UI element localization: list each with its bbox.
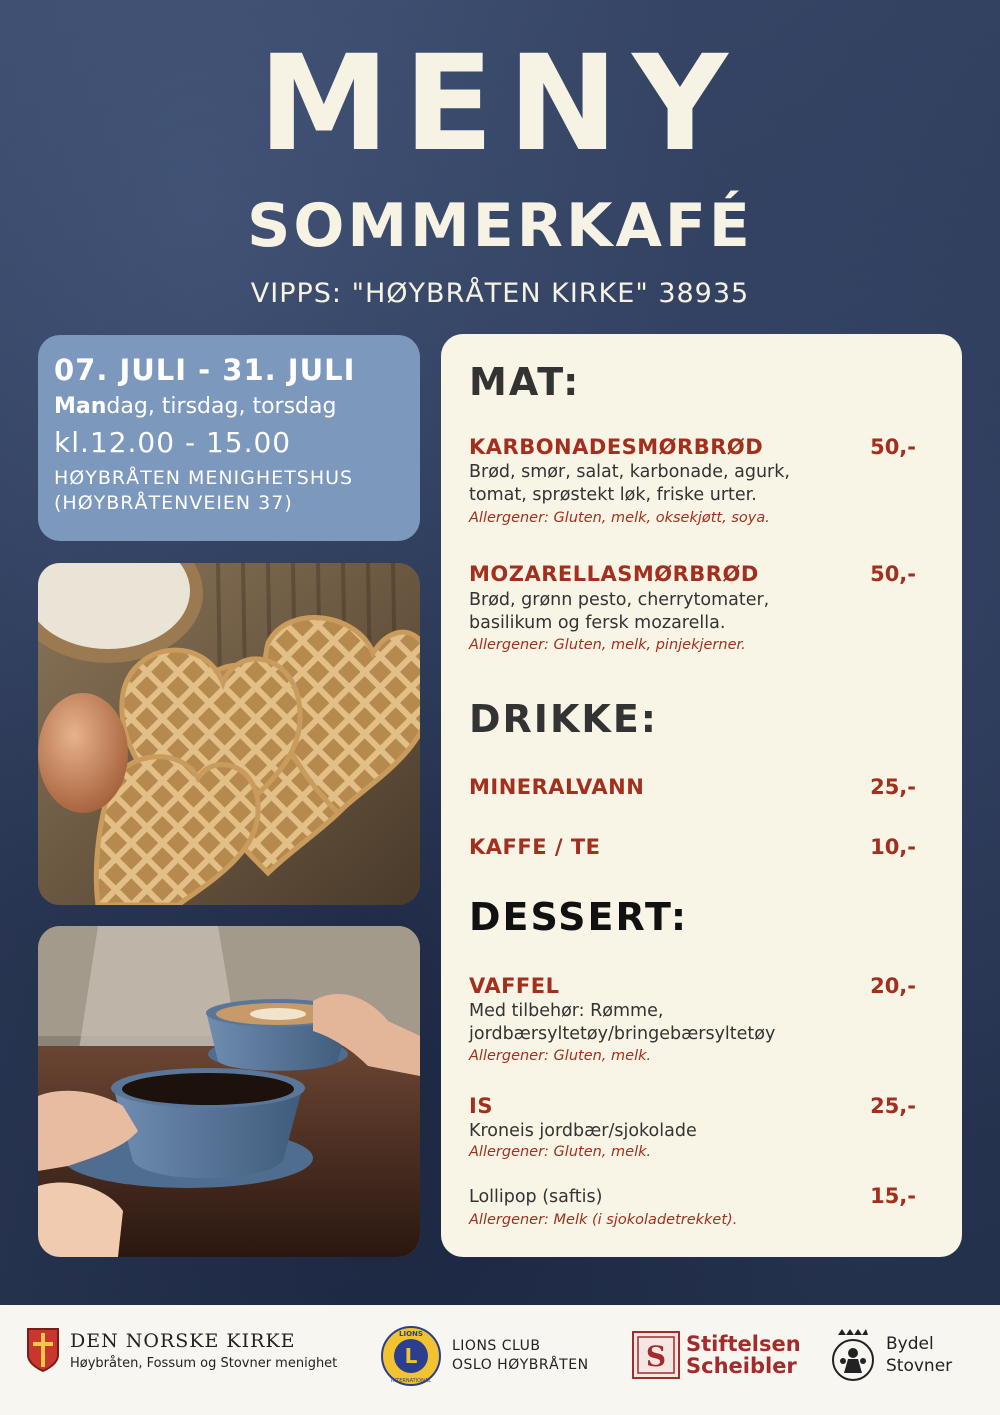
item-allergens: Allergener: Gluten, melk, pinjekjerner. [469,637,746,653]
item-desc-line: tomat, sprøstekt løk, friske urter. [469,484,757,505]
item-desc-line: Brød, grønn pesto, cherrytomater, [469,590,770,610]
lions-line2: OSLO HØYBRÅTEN [452,1357,589,1373]
stift-line2: Scheibler [686,1354,797,1378]
lions-emblem-icon [380,1325,442,1387]
section-title-dessert: DESSERT: [469,895,689,939]
stift-line1: Stiftelsen [686,1331,801,1356]
bydel-line1: Bydel [886,1333,934,1354]
kirke-name: DEN NORSKE KIRKE [70,1329,296,1352]
info-days [54,394,404,420]
lions-emblem-top: LIONS [399,1330,423,1338]
menu-card [441,334,962,1257]
logo-lions-club [380,1325,589,1387]
item-desc-line: basilikum og fersk mozarella. [469,612,726,633]
info-time: kl.12.00 - 15.00 [54,426,292,460]
item-price: 50,- [870,562,916,586]
info-dates: 07. JULI - 31. JULI [54,353,356,387]
oslo-city-seal-icon [830,1327,876,1383]
lions-emblem-bottom: INTERNATIONAL [390,1378,432,1384]
logo-den-norske-kirke [26,1327,337,1373]
item-desc [469,1120,849,1143]
item-name: MOZARELLASMØRBRØD [469,562,759,586]
info-place [54,466,404,517]
item-desc [469,1000,909,1046]
item-name: IS [469,1094,493,1118]
scheibler-emblem-icon [632,1331,680,1379]
item-name: MINERALVANN [469,775,645,799]
item-desc [469,461,849,507]
item-name: VAFFEL [469,974,560,998]
item-price: 15,- [870,1184,916,1208]
item-allergens: Allergener: Gluten, melk, oksekjøtt, soya. [469,510,770,526]
vipps-info: VIPPS: "HØYBRÅTEN KIRKE" 38935 [250,278,750,309]
coffee-photo [38,926,420,1257]
item-allergens: Allergener: Gluten, melk. [469,1048,652,1064]
info-days-rest: dag, tirsdag, torsdag [106,393,337,419]
item-price: 25,- [870,1094,916,1118]
info-days-bold: Man [54,393,107,419]
item-allergens: Allergener: Melk (i sjokoladetrekket). [469,1212,738,1228]
item-name: KAFFE / TE [469,835,601,859]
info-place-line2: (HØYBRÅTENVEIEN 37) [54,492,293,515]
item-desc-line: Med tilbehør: Rømme, [469,1001,664,1021]
logo-bydel-stovner [830,1327,952,1383]
footer [0,1305,1000,1415]
page-subtitle: SOMMERKAFÉ [247,191,753,261]
section-title-drikke: DRIKKE: [469,697,658,741]
item-desc-line: Kroneis jordbær/sjokolade [469,1121,697,1141]
bydel-line2: Stovner [886,1356,953,1376]
info-box [38,335,420,541]
item-name: KARBONADESMØRBRØD [469,435,764,459]
item-price: 50,- [870,435,916,459]
lions-line1: LIONS CLUB [452,1338,541,1355]
item-price: 10,- [870,835,916,859]
church-shield-icon [26,1327,60,1373]
item-desc-line: Brød, smør, salat, karbonade, agurk, [469,462,790,482]
item-desc [469,589,849,635]
item-allergens: Allergener: Gluten, melk. [469,1144,652,1160]
item-name: Lollipop (saftis) [469,1187,603,1207]
waffles-illustration [38,563,420,905]
scheibler-emblem-letter: S [645,1340,667,1373]
section-title-mat: MAT: [469,360,581,404]
logo-stiftelsen-scheibler [632,1331,801,1379]
item-price: 20,- [870,974,916,998]
lions-emblem-letter: L [404,1344,418,1368]
waffles-photo [38,563,420,905]
item-desc-line: jordbærsyltetøy/bringebærsyltetøy [469,1023,776,1044]
info-place-line1: HØYBRÅTEN MENIGHETSHUS [54,466,354,489]
page-title: MENY [258,27,742,181]
coffee-illustration [38,926,420,1257]
kirke-subtitle: Høybråten, Fossum og Stovner menighet [70,1355,338,1371]
item-price: 25,- [870,775,916,799]
